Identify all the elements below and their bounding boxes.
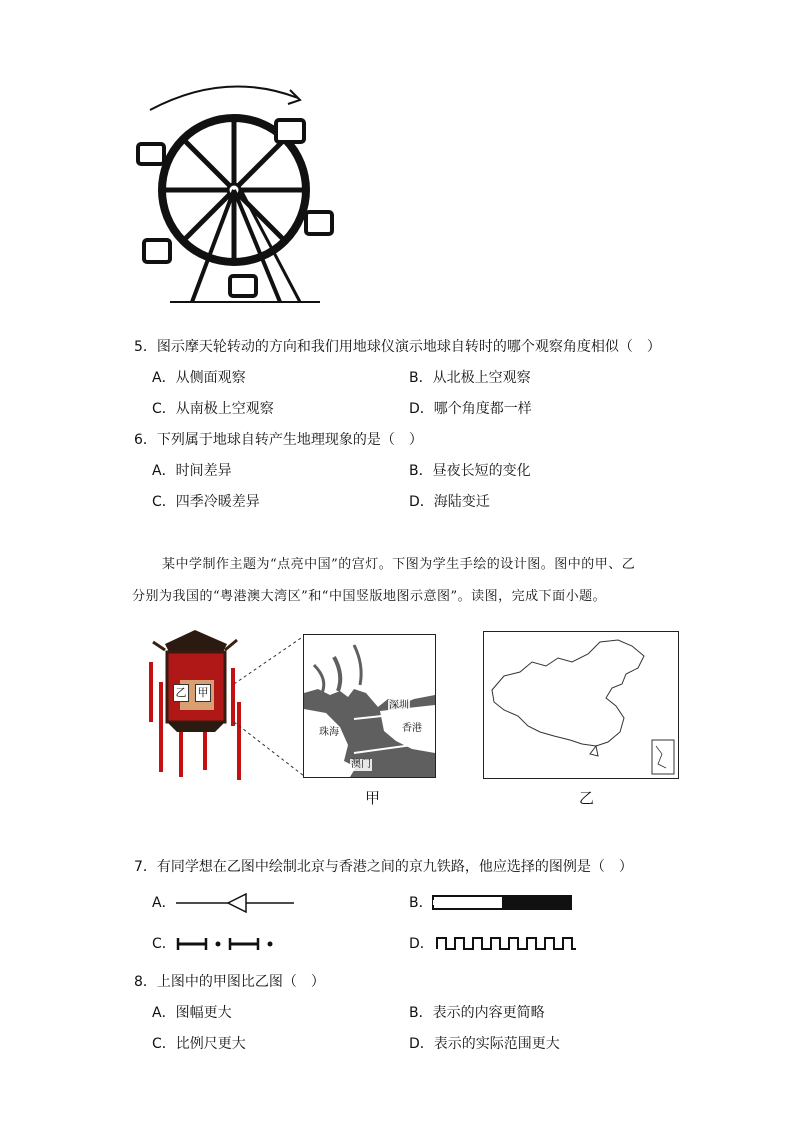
question-7-option-d[interactable]: D． (409, 936, 434, 952)
question-8-stem: 8．上图中的甲图比乙图（ ） (134, 974, 325, 990)
passage-line-2: 分别为我国的“粤港澳大湾区”和“中国竖版地图示意图”。读图，完成下面小题。 (132, 589, 607, 604)
lantern-label-jia: 甲 (195, 684, 211, 702)
question-7-option-b[interactable]: B． (409, 895, 433, 911)
railway-legend-a-icon (176, 893, 296, 913)
map-jia-caption: 甲 (365, 789, 381, 807)
question-8-option-c[interactable]: C．比例尺更大 (152, 1036, 246, 1052)
question-6-stem: 6．下列属于地球自转产生地理现象的是（ ） (134, 432, 423, 448)
question-7-option-a[interactable]: A． (152, 895, 176, 911)
question-8-option-a[interactable]: A．图幅更大 (152, 1005, 232, 1021)
map-label-shenzhen: 深圳 (389, 700, 409, 711)
connector-lines (230, 630, 310, 780)
question-6-option-d[interactable]: D．海陆变迁 (409, 494, 490, 510)
question-8-option-d[interactable]: D．表示的实际范围更大 (409, 1036, 560, 1052)
question-5-stem: 5．图示摩天轮转动的方向和我们用地球仪演示地球自转时的哪个观察角度相似（ ） (134, 339, 661, 355)
question-6-option-c[interactable]: C．四季冷暖差异 (152, 494, 260, 510)
ferris-wheel-figure (130, 80, 350, 320)
railway-legend-d-icon (436, 935, 578, 951)
lantern-label-yi: 乙 (173, 684, 189, 702)
map-yi (483, 631, 679, 779)
railway-legend-c-icon (176, 935, 276, 953)
question-6-option-a[interactable]: A．时间差异 (152, 463, 232, 479)
question-7-option-c[interactable]: C． (152, 936, 176, 952)
question-6-option-b[interactable]: B．昼夜长短的变化 (409, 463, 531, 479)
question-5-option-b[interactable]: B．从北极上空观察 (409, 370, 531, 386)
railway-legend-b-icon (432, 895, 574, 911)
question-8-option-b[interactable]: B．表示的内容更简略 (409, 1005, 545, 1021)
rotation-arrow-icon (150, 86, 300, 110)
passage-line-1: 某中学制作主题为“点亮中国”的宫灯。下图为学生手绘的设计图。图中的甲、乙 (162, 557, 636, 572)
question-5-option-d[interactable]: D．哪个角度都一样 (409, 401, 532, 417)
china-outline-icon (484, 632, 678, 778)
question-7-stem: 7．有同学想在乙图中绘制北京与香港之间的京九铁路，他应选择的图例是（ ） (134, 859, 633, 875)
map-jia (303, 634, 436, 778)
map-label-zhuhai: 珠海 (319, 727, 339, 738)
question-5-option-c[interactable]: C．从南极上空观察 (152, 401, 274, 417)
question-5-option-a[interactable]: A．从侧面观察 (152, 370, 246, 386)
bay-area-land-icon (304, 635, 435, 777)
map-label-hongkong: 香港 (402, 723, 422, 734)
map-label-macau: 澳门 (351, 759, 371, 770)
map-yi-caption: 乙 (579, 789, 595, 807)
